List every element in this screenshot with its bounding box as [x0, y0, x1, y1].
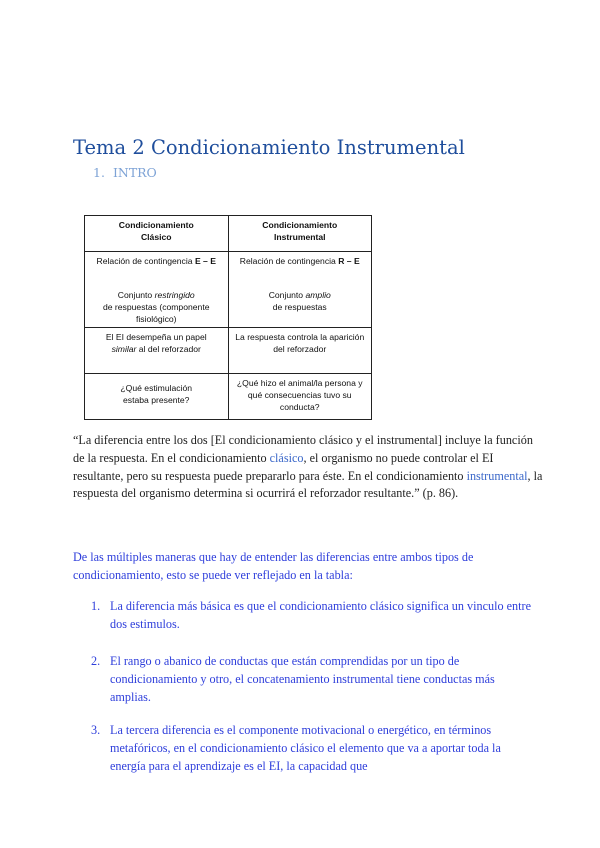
header-line: Instrumental: [273, 232, 326, 242]
cell-italic-text: restringido: [154, 290, 195, 300]
list-text: La diferencia más básica es que el condicionamiento clásico significa un vinculo entre dos estimulos.: [110, 599, 531, 631]
cell-text: Relación de contingencia: [239, 256, 339, 266]
cell-bold-text: E – E: [194, 256, 216, 266]
cell-text: Conjunto: [117, 290, 155, 300]
quote-text: , la respuesta del organismo determina si ocurrirá el reforzador resultante.” (p. 86).: [73, 468, 543, 501]
section-heading: [93, 165, 157, 180]
quote-text: “La diferencia entre los dos [El condicionamiento clásico y el instrumental] incluye la función de la respuesta. En el condicionamiento: [73, 433, 533, 465]
comparison-table: [84, 215, 372, 420]
contingency-text: [232, 255, 369, 267]
cell-text: ¿Qué hizo el animal/la persona y qué consecuencias tuvo su conducta?: [236, 378, 363, 412]
table-cell: [85, 374, 229, 420]
list-text: El rango o abanico de conductas que están comprendidas por un tipo de condicionamiento y otro, el concatenamiento instrumental tiene conductas más amplias.: [110, 654, 495, 704]
list-item: [93, 722, 538, 775]
list-number: 1.: [91, 599, 101, 613]
cell-text: de respuestas: [272, 302, 327, 312]
header-line: Condicionamiento: [262, 220, 338, 230]
table-row: [85, 252, 372, 328]
cell-text: El EI desempeña un papel: [105, 332, 207, 342]
cell-text: de respuestas (componente fisiológico): [102, 302, 210, 324]
list-text: La tercera diferencia es el componente motivacional o energético, en términos metafóricos, en el condicionamiento clásico el elemento que va a aportar toda la energía para el aprendizaje es el EI, la capacidad que: [110, 723, 501, 773]
response-set-text: [88, 289, 225, 325]
header-line: Clásico: [140, 232, 172, 242]
list-item: [93, 653, 538, 706]
contingency-text: [88, 255, 225, 267]
cell-italic-text: amplio: [305, 290, 331, 300]
table-header-row: [85, 216, 372, 252]
table-row: [85, 374, 372, 420]
header-cell-instrumental: [228, 216, 372, 252]
intro-paragraph: De las múltiples maneras que hay de entender las diferencias entre ambos tipos de condicionamiento, esto se puede ver reflejado en la tabla:: [73, 550, 474, 582]
cell-text: La respuesta controla la aparición del reforzador: [235, 332, 365, 354]
quote-paragraph: [73, 432, 543, 503]
table-cell: [228, 252, 372, 328]
link-clasico[interactable]: clásico: [269, 450, 304, 465]
response-set-text: [232, 289, 369, 313]
table-cell: [85, 328, 229, 374]
list-item: [93, 598, 538, 634]
cell-bold-text: R – E: [338, 256, 360, 266]
page-title: Tema 2 Condicionamiento Instrumental: [73, 136, 465, 159]
section-label: INTRO: [112, 165, 157, 180]
quote-text: , el organismo no puede controlar el EI resultante, pero su respuesta puede prepararlo para éste. En el condicionamiento: [73, 450, 494, 483]
table-cell: [228, 328, 372, 374]
list-number: 2.: [91, 654, 101, 668]
section-number: 1.: [93, 165, 105, 180]
link-instrumental[interactable]: instrumental: [466, 468, 528, 483]
cell-text: al del reforzador: [136, 344, 201, 354]
header-cell-classical: [85, 216, 229, 252]
table-cell: [228, 374, 372, 420]
cell-text: ¿Qué estimulación estaba presente?: [120, 383, 193, 405]
header-line: Condicionamiento: [118, 220, 194, 230]
cell-italic-text: similar: [111, 344, 137, 354]
cell-text: Relación de contingencia: [96, 256, 195, 266]
list-number: 3.: [91, 723, 101, 737]
table-row: [85, 328, 372, 374]
cell-text: Conjunto: [268, 290, 306, 300]
table-cell: [85, 252, 229, 328]
